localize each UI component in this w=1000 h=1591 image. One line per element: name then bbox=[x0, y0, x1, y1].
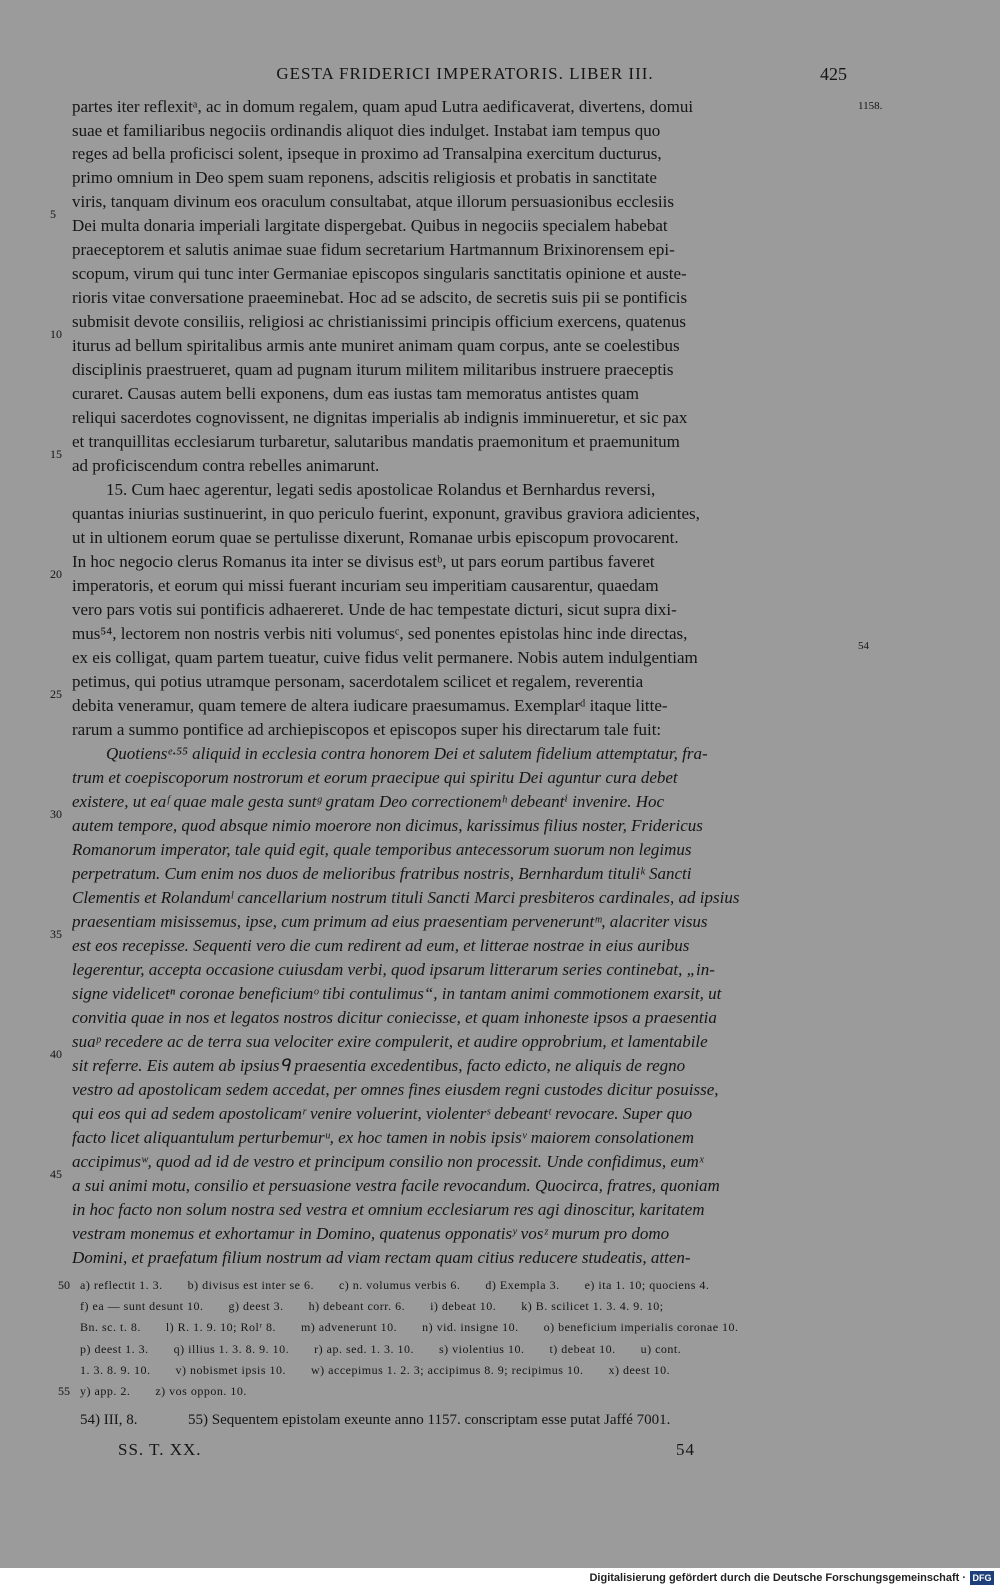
letter-line: accipimusʷ, quod ad id de vestro et principum consilio non processit. Unde confidimus, eumˣ bbox=[72, 1152, 704, 1171]
margin-reference: 54 bbox=[858, 640, 869, 652]
body-line: disciplinis praestrueret, quam ad pugnam iturum militem militaribus instruere praeceptis bbox=[72, 360, 674, 379]
letter-line: trum et coepiscoporum nostrorum et eorum praecipue qui spiritu Dei aguntur cura debet bbox=[72, 768, 678, 787]
letter-line: praesentiam misissemus, ipse, cum primum ad eius praesentiam perveneruntᵐ, alacriter visus bbox=[72, 912, 708, 931]
letter-line: legerentur, accepta occasione cuiusdam verbi, quod ipsarum litterarum series continebat, „in- bbox=[72, 960, 715, 979]
letter-line: vestro ad apostolicam sedem accedat, per omnes fines eiusdem regni custodes dicitur posuisse, bbox=[72, 1080, 719, 1099]
body-line: In hoc negocio clerus Romanus ita inter se divisus estᵇ, ut pars eorum partibus faveret bbox=[72, 552, 655, 571]
body-line: primo omnium in Deo spem suam reponens, adscitis religiosis et probatis in sanctitate bbox=[72, 168, 657, 187]
body-line: mus⁵⁴, lectorem non nostris verbis niti volumusᶜ, sed ponentes epistolas hinc inde directas, bbox=[72, 624, 688, 643]
body-line: ut in ultionem eorum quae se pertulisse dixerunt, Romanae urbis episcopum provocarent. bbox=[72, 528, 679, 547]
letter-line: suaᵖ recedere ac de terra sua velociter exire compulerit, et audire opprobrium, et lamentabile bbox=[72, 1032, 708, 1051]
body-line: rarum a summo pontifice ad archiepiscopos et episcopos super his directarum tale fuit: bbox=[72, 720, 662, 739]
line-number: 45 bbox=[50, 1167, 62, 1181]
apparatus-line: a) reflectit 1. 3. b) divisus est inter se 6. c) n. volumus verbis 6. d) Exempla 3. e) ita 1. 10; quociens 4. bbox=[80, 1278, 710, 1292]
body-line: submisit devote consiliis, religiosi ac christianissimi principis officium exercens, quatenus bbox=[72, 312, 686, 331]
body-line: petimus, qui potius utramque personam, sacerdotalem scilicet et regalem, reverentia bbox=[72, 672, 644, 691]
apparatus-line: f) ea — sunt desunt 10. g) deest 3. h) debeant corr. 6. i) debeat 10. k) B. scilicet 1. 3. 4. 9. 10; bbox=[80, 1299, 664, 1313]
body-line: vero pars votis sui pontificis adhaereret. Unde de hac tempestate dicturi, sicut supra dixi- bbox=[72, 600, 677, 619]
letter-line: qui eos qui ad sedem apostolicamʳ venire voluerint, violenterˢ debeantᵗ revocare. Super quo bbox=[72, 1104, 693, 1123]
body-line: iturus ad bellum spiritalibus armis ante muniret animam quam corpus, ante se coelestibus bbox=[72, 336, 680, 355]
apparatus-line: y) app. 2. z) vos oppon. 10. bbox=[80, 1384, 247, 1398]
line-number: 25 bbox=[50, 687, 62, 701]
body-line: et tranquillitas ecclesiarum turbaretur, salutaribus mandatis praemonitum et praemunitum bbox=[72, 432, 680, 451]
line-number: 50 bbox=[58, 1278, 70, 1292]
line-number: 30 bbox=[50, 807, 62, 821]
body-line: partes iter reflexitᵃ, ac in domum regalem, quam apud Lutra aedificaverat, divertens, domui bbox=[72, 97, 694, 116]
apparatus-line: p) deest 1. 3. q) illius 1. 3. 8. 9. 10. r) ap. sed. 1. 3. 10. s) violentius 10. t) debeat 10. u) cont. bbox=[80, 1342, 682, 1356]
margin-year: 1158. bbox=[858, 100, 883, 112]
letter-line: vestram monemus et exhortamur in Domino, quatenus opponatisʸ vosᶻ murum pro domo bbox=[72, 1224, 670, 1243]
body-line: reliqui sacerdotes cognovissent, ne dignitas imperialis ab indignis imminueretur, et sic pax bbox=[72, 408, 688, 427]
running-header: GESTA FRIDERICI IMPERATORIS. LIBER III. bbox=[276, 64, 654, 83]
editorial-note: 55) Sequentem epistolam exeunte anno 1157. conscriptam esse putat Jaffé 7001. bbox=[188, 1412, 671, 1428]
body-line: rioris vitae conversatione praeeminebat. Hoc ad se adscito, de secretis suis pii se pontificis bbox=[72, 288, 688, 307]
body-line: 15. Cum haec agerentur, legati sedis apostolicae Rolandus et Bernhardus reversi, bbox=[72, 480, 656, 499]
body-line: suae et familiaribus negociis ordinandis aliquot dies indulget. Instabat iam tempus quo bbox=[72, 121, 661, 140]
letter-line: Domini, et praefatum filium nostrum ad viam rectam quam citius reducere studeatis, atten- bbox=[72, 1248, 691, 1267]
credit-text: Digitalisierung gefördert durch die Deutsche Forschungsgemeinschaft · bbox=[589, 1572, 966, 1584]
line-number: 55 bbox=[58, 1384, 70, 1398]
body-line: viris, tanquam divinum eos oraculum consultabat, atque illorum persuasionibus ecclesiis bbox=[72, 192, 674, 211]
letter-line: convitia quae in nos et legatos nostros dicitur coniecisse, et quam inhoneste ipsos a praesentia bbox=[72, 1008, 717, 1027]
body-line: scopum, virum qui tunc inter Germaniae episcopos singularis sanctitatis opinione et auste- bbox=[72, 264, 687, 283]
letter-line: sit referre. Eis autem ab ipsiusᑫ praesentia excedentibus, facto edicto, ne aliquis de regno bbox=[72, 1056, 686, 1075]
apparatus-line: 1. 3. 8. 9. 10. v) nobismet ipsis 10. w) accepimus 1. 2. 3; accipimus 8. 9; recipimus 10. x) deest 10. bbox=[80, 1363, 671, 1377]
body-line: imperatoris, et eorum qui missi fuerant incuriam seu imperitiam causarentur, quaedam bbox=[72, 576, 659, 595]
letter-line: Romanorum imperator, tale quid egit, quale temporibus antecessorum suorum non legimus bbox=[72, 840, 692, 859]
letter-line: a sui animi motu, consilio et persuasione vestra facile revocandum. Quocirca, fratres, quoniam bbox=[72, 1176, 720, 1195]
letter-line: Quotiensᵉ·⁵⁵ aliquid in ecclesia contra honorem Dei et salutem fidelium attemptatur, fra- bbox=[72, 744, 708, 763]
line-number: 40 bbox=[50, 1047, 62, 1061]
body-line: ex eis colligat, quam partem tueatur, cuive fidus velit permanere. Nobis autem indulgentiam bbox=[72, 648, 698, 667]
line-number: 5 bbox=[50, 207, 56, 221]
body-line: ad proficiscendum contra rebelles animarunt. bbox=[72, 456, 380, 475]
body-line: debita veneramur, quam temere de altera iudicare praesumamus. Exemplarᵈ itaque litte- bbox=[72, 696, 668, 715]
letter-line: existere, ut eaᶠ quae male gesta suntᵍ gratam Deo correctionemʰ debeantⁱ invenire. Hoc bbox=[72, 792, 665, 811]
letter-line: Clementis et Rolandumˡ cancellarium nostrum tituli Sancti Marci presbiteros cardinales, ad ipsius bbox=[72, 888, 740, 907]
letter-line: est eos recepisse. Sequenti vero die cum redirent ad eum, et litterae nostrae in eius auribus bbox=[72, 936, 690, 955]
line-number: 20 bbox=[50, 567, 62, 581]
letter-line: signe videlicetⁿ coronae beneficiumᵒ tibi contulimus“, in tantam animi commotionem exarsit, ut bbox=[72, 984, 722, 1003]
letter-line: facto licet aliquantulum perturbemurᵘ, ex hoc tamen in nobis ipsisᵛ maiorem consolationem bbox=[72, 1128, 694, 1147]
dfg-logo: DFG bbox=[970, 1571, 994, 1585]
letter-line: perpetratum. Cum enim nos duos de melioribus fratribus nostris, Bernhardum tituliᵏ Sancti bbox=[72, 864, 692, 883]
line-number: 35 bbox=[50, 927, 62, 941]
body-line: curaret. Causas autem belli exponens, dum eas iustas tam memoratus antistes quam bbox=[72, 384, 639, 403]
editorial-note: 54) III, 8. bbox=[80, 1412, 138, 1428]
sheet-signature: 54 bbox=[676, 1440, 695, 1459]
body-line: quantas iniurias sustinuerint, in quo periculo fuerint, exponunt, gravibus graviora adicientes, bbox=[72, 504, 700, 523]
page-number: 425 bbox=[820, 64, 847, 84]
series-signature: SS. T. XX. bbox=[118, 1440, 202, 1459]
letter-line: autem tempore, quod absque nimio moerore non dicimus, karissimus filius noster, Fridericus bbox=[72, 816, 703, 835]
body-line: praeceptorem et salutis animae suae fidum secretarium Hartmannum Brixinorensem epi- bbox=[72, 240, 675, 259]
line-number: 15 bbox=[50, 447, 62, 461]
digitization-credit-bar bbox=[0, 1568, 1000, 1591]
line-number: 10 bbox=[50, 327, 62, 341]
letter-line: in hoc facto non solum nostra sed vestra et omnium ecclesiarum res agi dinoscitur, karitatem bbox=[72, 1200, 705, 1219]
body-line: reges ad bella proficisci solent, ipseque in proximo ad Transalpina exercitum ducturus, bbox=[72, 144, 662, 163]
apparatus-line: Bn. sc. t. 8. l) R. 1. 9. 10; Rolʳ 8. m) advenerunt 10. n) vid. insigne 10. o) beneficium imperialis coronae 10. bbox=[80, 1320, 739, 1334]
body-line: Dei multa donaria imperiali largitate dispergebat. Quibus in negociis specialem habebat bbox=[72, 216, 668, 235]
